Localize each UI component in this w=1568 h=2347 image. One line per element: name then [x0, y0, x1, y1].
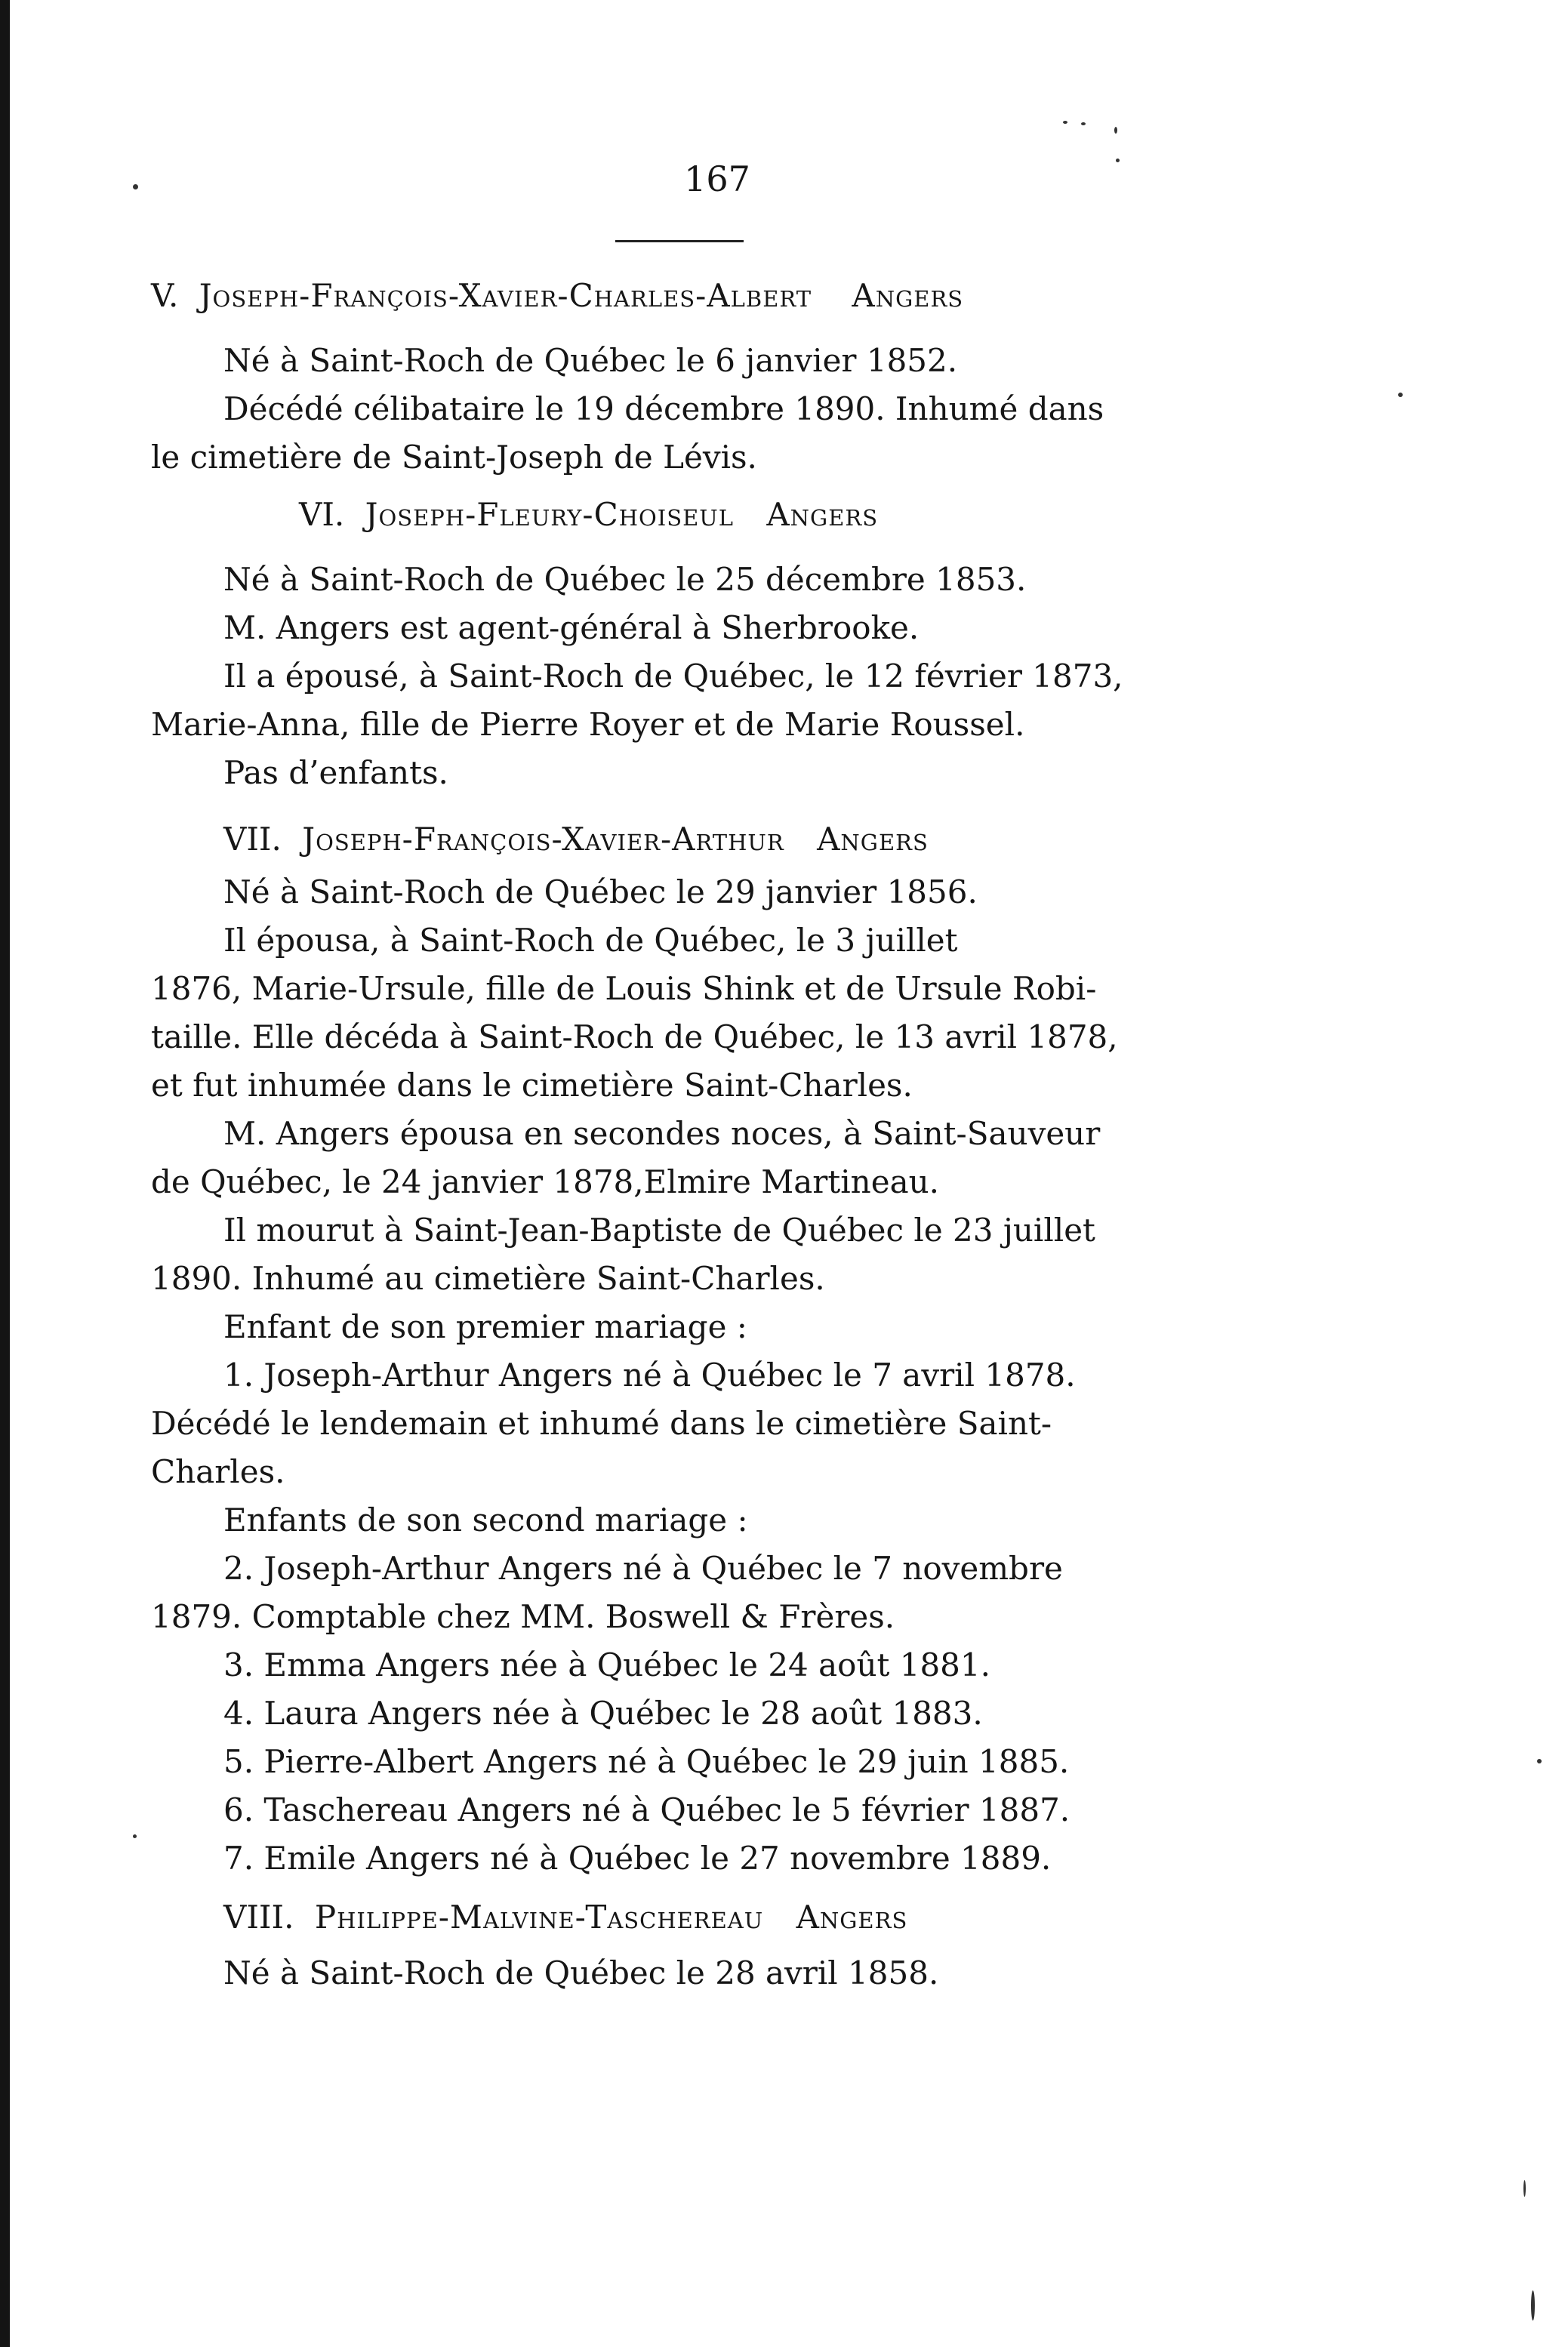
scan-speck: [1116, 159, 1120, 162]
section-vii-line-5: et fut inhumée dans le cimetière Saint-Charles.: [151, 1067, 913, 1104]
section-vii: [151, 815, 1208, 1883]
section-vii-name: Joseph-François-Xavier-Arthur: [302, 821, 784, 858]
scan-speck: [1063, 121, 1067, 124]
book-page: [151, 0, 1208, 2347]
section-vii-line-11: 1. Joseph-Arthur Angers né à Québec le 7 avril 1878.: [223, 1357, 1076, 1394]
section-vii-line-21: 7. Emile Angers né à Québec le 27 novembre 1889.: [223, 1840, 1052, 1877]
scan-speck: [1114, 127, 1117, 134]
section-vi-heading: [151, 491, 1208, 539]
section-v: [151, 272, 1208, 482]
section-vi: [151, 491, 1208, 797]
section-vii-heading: [151, 815, 1208, 864]
section-vi-name: Joseph-Fleury-Choiseul: [365, 496, 734, 533]
section-vi-line-2: M. Angers est agent-général à Sherbrooke.: [223, 609, 920, 646]
section-v-numeral: V.: [151, 277, 179, 314]
section-vi-numeral: VI.: [299, 496, 345, 533]
scan-speck: [1398, 393, 1403, 397]
section-vii-line-16: 1879. Comptable chez MM. Boswell & Frères.: [151, 1598, 895, 1635]
section-v-name: Joseph-François-Xavier-Charles-Albert: [199, 277, 812, 314]
section-viii-name: Philippe-Malvine-Taschereau: [314, 1899, 764, 1936]
section-viii-heading: [151, 1893, 1208, 1942]
scan-speck: [1523, 2180, 1526, 2197]
section-vii-line-10: Enfant de son premier mariage :: [223, 1308, 747, 1345]
section-vii-line-2: Il épousa, à Saint-Roch de Québec, le 3 juillet: [223, 922, 958, 959]
section-vii-line-14: Enfants de son second mariage :: [223, 1502, 748, 1538]
section-vi-line-1: Né à Saint-Roch de Québec le 25 décembre 1853.: [223, 561, 1027, 598]
section-vii-line-7: de Québec, le 24 janvier 1878,Elmire Martineau.: [151, 1163, 940, 1200]
section-v-heading: [151, 272, 1208, 320]
section-v-line-1: Né à Saint-Roch de Québec le 6 janvier 1852.: [223, 342, 958, 379]
page-number: 167: [684, 159, 750, 199]
section-vii-line-20: 6. Taschereau Angers né à Québec le 5 février 1887.: [223, 1791, 1070, 1828]
section-viii-surname: Angers: [796, 1899, 908, 1936]
section-vii-surname: Angers: [817, 821, 929, 858]
section-v-surname: Angers: [852, 277, 964, 314]
scan-speck: [1537, 1759, 1542, 1763]
section-vii-line-12: Décédé le lendemain et inhumé dans le cimetière Saint-: [151, 1405, 1052, 1442]
section-vii-line-17: 3. Emma Angers née à Québec le 24 août 1881.: [223, 1646, 990, 1683]
section-vii-line-19: 5. Pierre-Albert Angers né à Québec le 29 juin 1885.: [223, 1743, 1070, 1780]
section-vii-line-8: Il mourut à Saint-Jean-Baptiste de Québec le 23 juillet: [223, 1212, 1095, 1249]
section-vi-line-5: Pas d’enfants.: [223, 754, 448, 791]
folio-rule: [615, 240, 744, 242]
section-vii-line-13: Charles.: [151, 1453, 285, 1490]
section-vii-line-18: 4. Laura Angers née à Québec le 28 août 1883.: [223, 1695, 983, 1732]
section-vii-line-9: 1890. Inhumé au cimetière Saint-Charles.: [151, 1260, 825, 1297]
section-viii: [151, 1893, 1208, 1997]
section-viii-line-1: Né à Saint-Roch de Québec le 28 avril 1858.: [223, 1954, 939, 1991]
section-v-line-3: le cimetière de Saint-Joseph de Lévis.: [151, 439, 757, 476]
scan-speck: [1081, 122, 1086, 125]
section-vi-surname: Angers: [766, 496, 879, 533]
scan-speck: [133, 1834, 137, 1838]
section-viii-numeral: VIII.: [223, 1899, 294, 1936]
page-binding-edge: [0, 0, 10, 2347]
section-vii-line-1: Né à Saint-Roch de Québec le 29 janvier 1856.: [223, 873, 978, 910]
scan-speck: [133, 184, 138, 189]
section-v-line-2: Décédé célibataire le 19 décembre 1890. Inhumé dans: [223, 390, 1104, 427]
section-vi-line-3: Il a épousé, à Saint-Roch de Québec, le 12 février 1873,: [223, 658, 1123, 695]
section-vii-line-6: M. Angers épousa en secondes noces, à Saint-Sauveur: [223, 1115, 1101, 1152]
section-vii-line-3: 1876, Marie-Ursule, fille de Louis Shink et de Ursule Robi-: [151, 970, 1097, 1007]
section-vii-numeral: VII.: [223, 821, 282, 858]
section-vii-line-4: taille. Elle décéda à Saint-Roch de Québec, le 13 avril 1878,: [151, 1018, 1118, 1055]
section-vi-line-4: Marie-Anna, fille de Pierre Royer et de Marie Roussel.: [151, 706, 1025, 743]
section-vii-line-15: 2. Joseph-Arthur Angers né à Québec le 7 novembre: [223, 1550, 1063, 1587]
scan-speck: [1531, 2290, 1535, 2321]
